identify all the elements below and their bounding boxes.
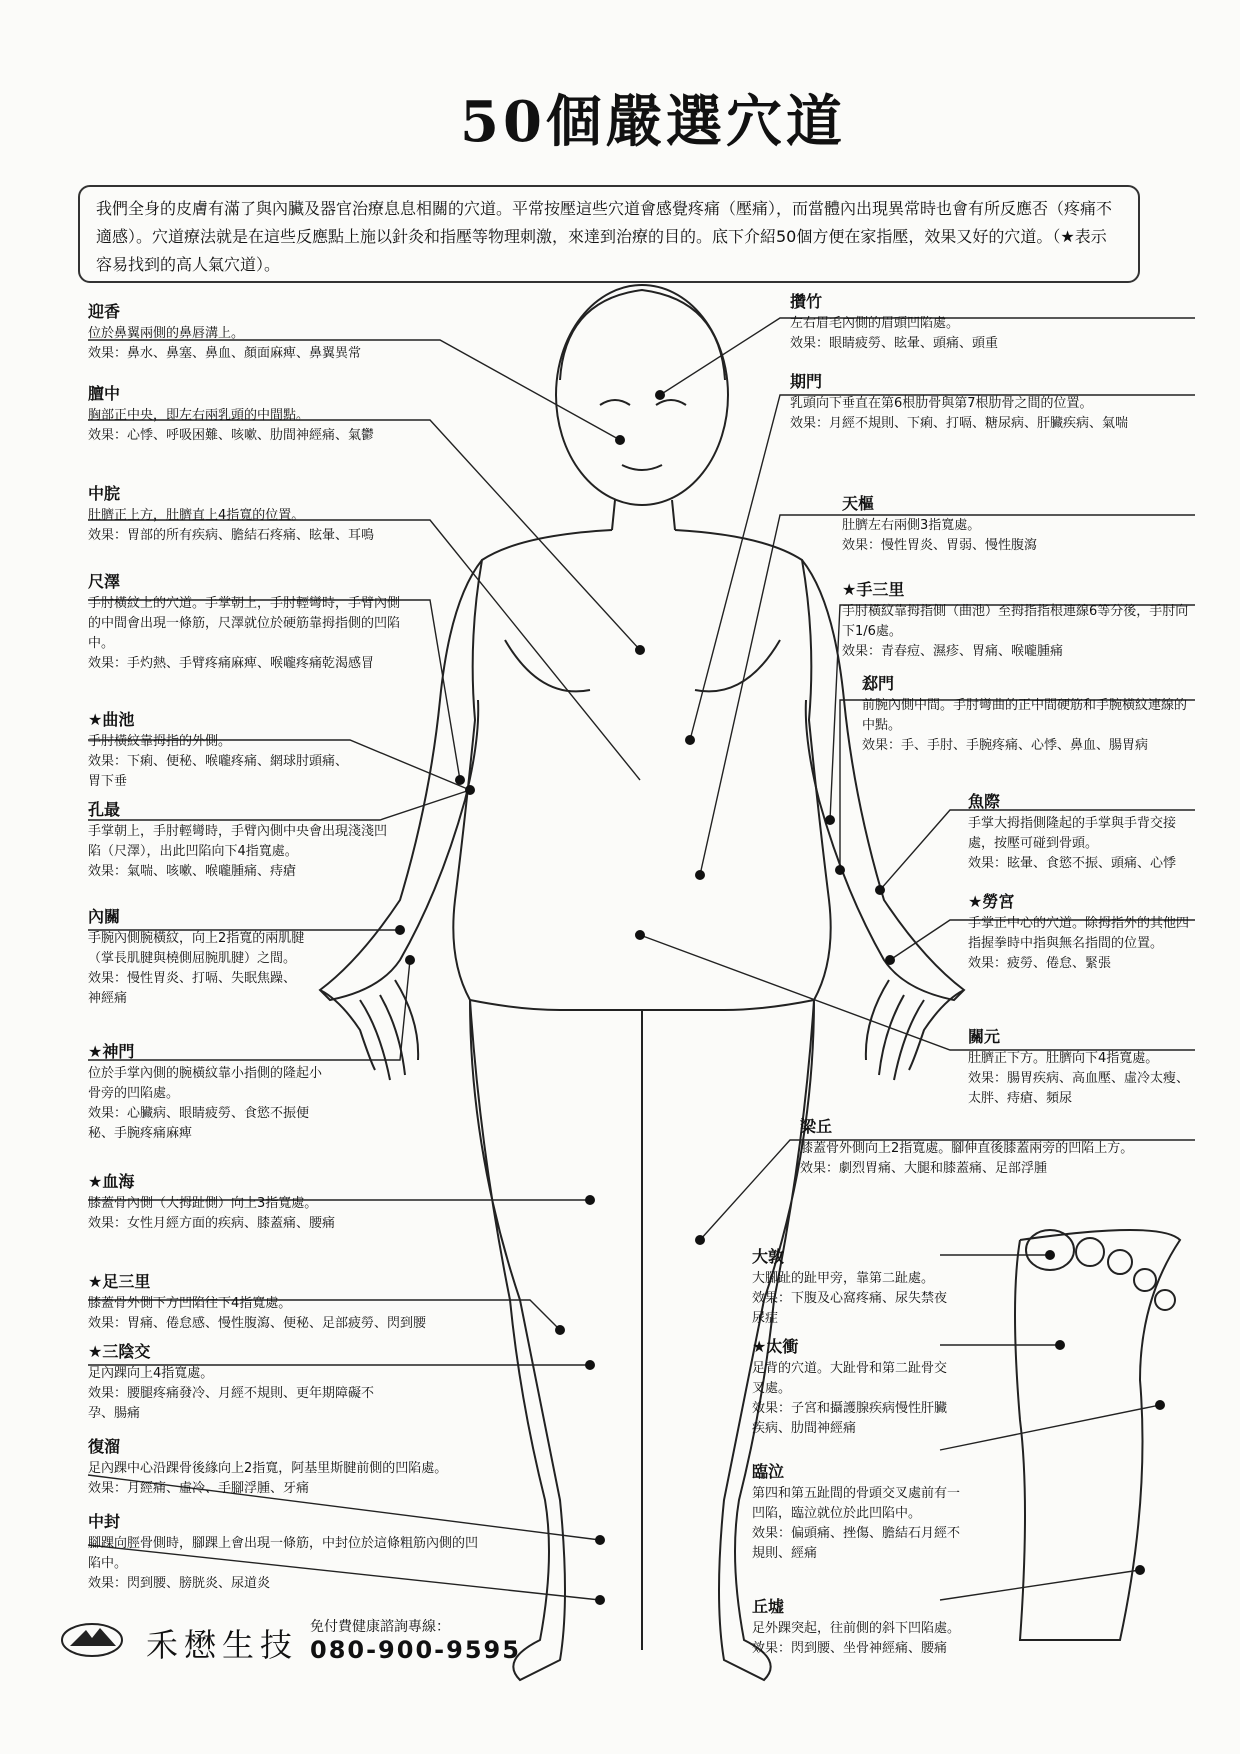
acupoint-sanyinjiao bbox=[88, 1340, 388, 1424]
toe-2 bbox=[1076, 1238, 1104, 1266]
acupoint-location: 肚臍正上方，肚臍直上4指寬的位置。 bbox=[88, 508, 305, 523]
acupoint-location: 位於鼻翼兩側的鼻唇溝上。 bbox=[88, 326, 245, 341]
acupoint-effect: 效果：鼻水、鼻塞、鼻血、顏面麻痺、鼻翼異常 bbox=[88, 346, 362, 361]
hotline-label: 免付費健康諮詢專線： bbox=[310, 1619, 450, 1635]
acupoint-location: 手掌朝上，手肘輕彎時，手臂內側中央會出現淺淺凹陷（尺澤），出此凹陷向下4指寬處。 bbox=[88, 824, 388, 859]
acupoint-location: 足內踝向上4指寬處。 bbox=[88, 1366, 214, 1381]
acupoint-effect: 效果：下腹及心窩疼痛、尿失禁夜尿症 bbox=[752, 1291, 948, 1326]
acupoint-effect: 效果：胃痛、倦怠感、慢性腹瀉、便秘、足部疲勞、閃到腰 bbox=[88, 1316, 427, 1331]
acupoint-name: 攢竹 bbox=[790, 292, 823, 311]
acupoint-name: 復溜 bbox=[88, 1437, 121, 1456]
acupoint-effect: 效果：劇烈胃痛、大腿和膝蓋痛、足部浮腫 bbox=[800, 1161, 1048, 1176]
acupoint-effect: 效果：疲勞、倦怠、緊張 bbox=[968, 956, 1112, 971]
acupoint-effect: 效果：女性月經方面的疾病、膝蓋痛、腰痛 bbox=[88, 1216, 336, 1231]
acupoint-effect: 效果：下痢、便秘、喉嚨疼痛、網球肘頭痛、胃下垂 bbox=[88, 754, 349, 789]
acupoint-chize bbox=[88, 570, 408, 674]
acupoint-name: ★太衝 bbox=[752, 1337, 799, 1356]
acupoint-guanyuan bbox=[968, 1025, 1198, 1109]
acupoint-effect: 效果：慢性胃炎、打嗝、失眠焦躁、神經痛 bbox=[88, 971, 297, 1006]
acupoint-zusanli bbox=[88, 1270, 458, 1334]
acupoint-effect: 效果：腸胃疾病、高血壓、虛冷太瘦、太胖、痔瘡、頻尿 bbox=[968, 1071, 1190, 1106]
acupoint-location: 手掌正中心的穴道。除拇指外的其他四指握拳時中指與無名指間的位置。 bbox=[968, 916, 1190, 951]
acupoint-name: 臨泣 bbox=[752, 1462, 785, 1481]
acupoint-location: 胸部正中央，即左右兩乳頭的中間點。 bbox=[88, 408, 310, 423]
acupoint-name: 迎香 bbox=[88, 302, 121, 321]
acupoint-effect: 效果：腰腿疼痛發冷、月經不規則、更年期障礙不孕、腸痛 bbox=[88, 1386, 375, 1421]
acupoint-name: ★勞宮 bbox=[968, 892, 1015, 911]
brand-logo-icon bbox=[60, 1622, 124, 1658]
acupoint-taichong bbox=[752, 1335, 952, 1439]
acupoint-name: ★三陰交 bbox=[88, 1342, 151, 1361]
acupoint-location: 膝蓋骨外側向上2指寬處。腳伸直後膝蓋兩旁的凹陷上方。 bbox=[800, 1141, 1134, 1156]
acupoint-location: 位於手掌內側的腕橫紋靠小指側的隆起小骨旁的凹陷處。 bbox=[88, 1066, 323, 1101]
acupoint-zhongfeng bbox=[88, 1510, 488, 1594]
acupoint-name: 中脘 bbox=[88, 484, 121, 503]
acupoint-name: 期門 bbox=[790, 372, 823, 391]
acupoint-tanzhong bbox=[88, 382, 428, 446]
acupoint-location: 乳頭向下垂直在第6根肋骨與第7根肋骨之間的位置。 bbox=[790, 396, 1093, 411]
hotline-number[interactable]: 080-900-9595 bbox=[310, 1636, 521, 1664]
acupoint-qimen bbox=[790, 370, 1190, 434]
acupoint-tianshu bbox=[842, 492, 1182, 556]
acupoint-location: 膝蓋骨外側下方凹陷往下4指寬處。 bbox=[88, 1296, 292, 1311]
acupoint-xuehai bbox=[88, 1170, 428, 1234]
acupoint-effect: 效果：青春痘、濕疹、胃痛、喉嚨腫痛 bbox=[842, 644, 1064, 659]
hair-outline bbox=[560, 290, 725, 380]
acupoint-liangqiu bbox=[800, 1115, 1195, 1179]
acupoint-location: 前腕內側中間。手肘彎曲的正中間硬筋和手腕橫紋連線的中點。 bbox=[862, 698, 1188, 733]
acupoint-name: 天樞 bbox=[842, 494, 875, 513]
acupoint-name: 關元 bbox=[968, 1027, 1001, 1046]
acupoint-ximen bbox=[862, 672, 1192, 756]
acupoint-location: 足內踝中心沿踝骨後緣向上2指寬，阿基里斯腱前側的凹陷處。 bbox=[88, 1461, 448, 1476]
foot-outline bbox=[1015, 1230, 1180, 1640]
acupoint-name: ★足三里 bbox=[88, 1272, 151, 1291]
acupoint-name: ★血海 bbox=[88, 1172, 135, 1191]
acupoint-effect: 效果：偏頭痛、挫傷、膽結石月經不規則、經痛 bbox=[752, 1526, 961, 1561]
acupoint-name: ★曲池 bbox=[88, 710, 135, 729]
acupoint-name: 大敦 bbox=[752, 1247, 785, 1266]
mouth bbox=[622, 465, 662, 470]
acupoint-location: 足外踝突起，往前側的斜下凹陷處。 bbox=[752, 1621, 961, 1636]
acupoint-effect: 效果：閃到腰、膀胱炎、尿道炎 bbox=[88, 1576, 271, 1591]
acupoint-name: 膻中 bbox=[88, 384, 121, 403]
acupoint-effect: 效果：月經痛、虛冷、手腳浮腫、牙痛 bbox=[88, 1481, 310, 1496]
acupoint-dadun bbox=[752, 1245, 952, 1329]
acupoint-name: 丘墟 bbox=[752, 1597, 785, 1616]
acupoint-effect: 效果：手、手肘、手腕疼痛、心悸、鼻血、腸胃病 bbox=[862, 738, 1149, 753]
acupoint-zhongwan bbox=[88, 482, 428, 546]
acupoint-effect: 效果：慢性胃炎、胃弱、慢性腹瀉 bbox=[842, 538, 1038, 553]
acupoint-name: 內關 bbox=[88, 907, 121, 926]
acupoint-effect: 效果：胃部的所有疾病、膽結石疼痛、眩暈、耳鳴 bbox=[88, 528, 375, 543]
acupoint-yingxiang bbox=[88, 300, 428, 364]
acupoint-laogong bbox=[968, 890, 1198, 974]
acupoint-name: 梁丘 bbox=[800, 1117, 833, 1136]
acupoint-name: 孔最 bbox=[88, 800, 121, 819]
toe-5 bbox=[1155, 1290, 1175, 1310]
acupoint-location: 左右眉毛內側的眉頭凹陷處。 bbox=[790, 316, 960, 331]
acupoint-shousanli bbox=[842, 578, 1192, 662]
acupoint-name: 魚際 bbox=[968, 792, 1001, 811]
acupoint-location: 肚臍左右兩側3指寬處。 bbox=[842, 518, 981, 533]
acupoint-neiguan bbox=[88, 905, 308, 1009]
acupoint-name: ★神門 bbox=[88, 1042, 135, 1061]
acupoint-location: 手掌大拇指側隆起的手掌與手背交接處，按壓可碰到骨頭。 bbox=[968, 816, 1177, 851]
acupoint-name: 中封 bbox=[88, 1512, 121, 1531]
acupoint-location: 第四和第五趾間的骨頭交叉處前有一凹陷，臨泣就位於此凹陷中。 bbox=[752, 1486, 961, 1521]
acupoint-effect: 效果：月經不規則、下痢、打嗝、糖尿病、肝臟疾病、氣喘 bbox=[790, 416, 1129, 431]
acupoint-location: 腳踝向脛骨側時，腳踝上會出現一條筋，中封位於這條粗筋內側的凹陷中。 bbox=[88, 1536, 479, 1571]
right-hand-outline bbox=[866, 980, 964, 1080]
acupoint-kongzui bbox=[88, 798, 388, 882]
acupoint-location: 肚臍正下方。肚臍向下4指寬處。 bbox=[968, 1051, 1159, 1066]
acupoint-location: 手肘橫紋靠拇指側（曲池）至拇指指根連線6等分後，手肘向下1/6處。 bbox=[842, 604, 1189, 639]
acupoint-name: 郄門 bbox=[862, 674, 895, 693]
acupoint-yuji bbox=[968, 790, 1198, 874]
acupoint-effect: 效果：眼睛疲勞、眩暈、頭痛、頭重 bbox=[790, 336, 999, 351]
acupoint-fuliu bbox=[88, 1435, 488, 1499]
toe-4 bbox=[1134, 1269, 1156, 1291]
acupoint-cuanzhu bbox=[790, 290, 1190, 354]
intro-box: 我們全身的皮膚有滿了與內臟及器官治療息息相關的穴道。平常按壓這些穴道會感覺疼痛（壓痛），而當體內出現異常時也會有所反應否（疼痛不適感）。穴道療法就是在這些反應點上施以針灸和指壓等物理刺激，來達到治療的目的。底下介紹50個方便在家指壓，效果又好的穴道。（★表示容易找到的高人氣穴道）。 bbox=[78, 185, 1140, 283]
toe-3 bbox=[1108, 1250, 1132, 1274]
acupoint-location: 足背的穴道。大趾骨和第二趾骨交叉處。 bbox=[752, 1361, 948, 1396]
acupoint-effect: 效果：氣喘、咳嗽、喉嚨腫痛、痔瘡 bbox=[88, 864, 297, 879]
right-eye bbox=[656, 400, 686, 405]
acupoint-location: 手肘橫紋靠拇指的外側。 bbox=[88, 734, 232, 749]
acupoint-location: 手腕內側腕橫紋，向上2指寬的兩肌腱（掌長肌腱與橈側屈腕肌腱）之間。 bbox=[88, 931, 305, 966]
acupoint-location: 手肘橫紋上的穴道。手掌朝上，手肘輕彎時，手臂內側的中間會出現一條筋，尺澤就位於硬筋靠拇指側的凹陷中。 bbox=[88, 596, 401, 651]
acupoint-effect: 效果：子宮和攝護腺疾病慢性肝臟疾病、肋間神經痛 bbox=[752, 1401, 948, 1436]
acupoint-effect: 效果：眩暈、食慾不振、頭痛、心悸 bbox=[968, 856, 1177, 871]
acupoint-shenmen bbox=[88, 1040, 328, 1144]
acupoint-effect: 效果：心悸、呼吸困難、咳嗽、肋間神經痛、氣鬱 bbox=[88, 428, 375, 443]
acupoint-location: 大腳趾的趾甲旁，靠第二趾處。 bbox=[752, 1271, 935, 1286]
acupoint-name: 尺澤 bbox=[88, 572, 121, 591]
acupoint-effect: 效果：手灼熱、手臂疼痛麻痺、喉嚨疼痛乾渴感冒 bbox=[88, 656, 375, 671]
acupoint-name: ★手三里 bbox=[842, 580, 905, 599]
acupoint-linqi bbox=[752, 1460, 962, 1564]
acupoint-effect: 效果：閃到腰、坐骨神經痛、腰痛 bbox=[752, 1641, 948, 1656]
acupoint-qiuxu bbox=[752, 1595, 972, 1659]
brand-name: 禾懋生技 bbox=[146, 1626, 299, 1664]
acupoint-effect: 效果：心臟病、眼睛疲勞、食慾不振便秘、手腕疼痛麻痺 bbox=[88, 1106, 310, 1141]
acupoint-quchi bbox=[88, 708, 348, 792]
page-title: 50個嚴選穴道 bbox=[460, 89, 846, 155]
left-eye bbox=[600, 400, 630, 405]
acupoint-location: 膝蓋骨內側（大拇趾側）向上3指寬處。 bbox=[88, 1196, 318, 1211]
